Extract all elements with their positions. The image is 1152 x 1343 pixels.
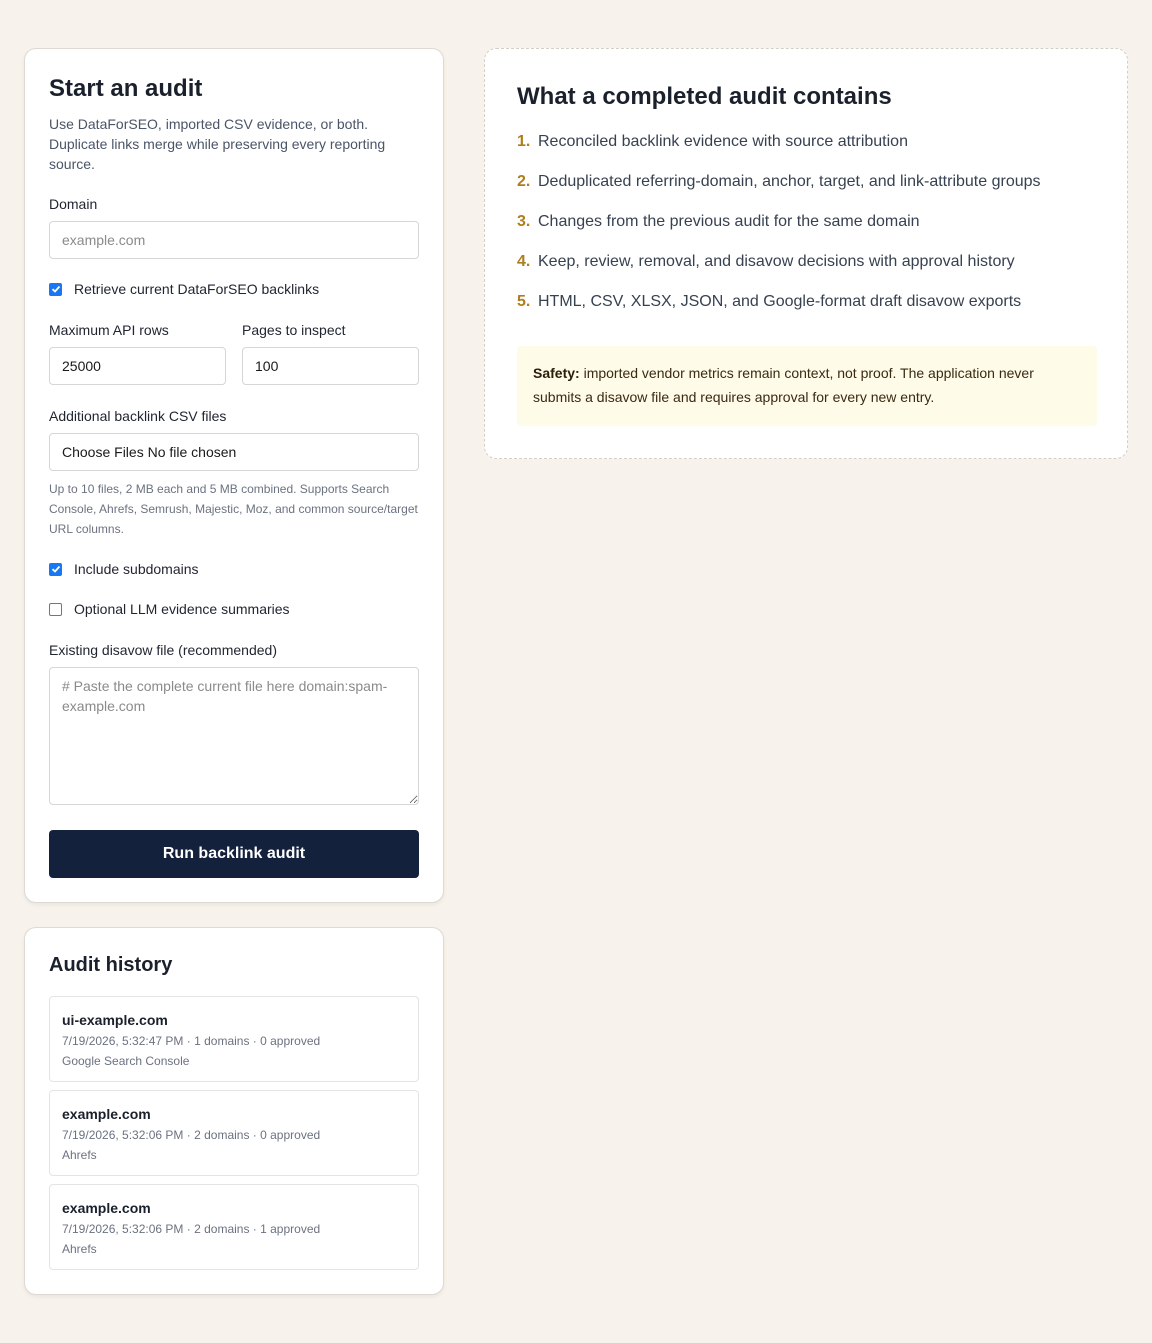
contents-item — [517, 213, 1041, 253]
history-item[interactable] — [49, 1184, 419, 1270]
audit-history-card — [24, 927, 444, 1295]
csv-file-input[interactable] — [49, 433, 419, 471]
history-domain: example.com — [62, 1106, 151, 1122]
item-text: Changes from the previous audit for the same domain — [538, 213, 920, 230]
max-rows-label: Maximum API rows — [49, 322, 169, 338]
contents-item — [517, 133, 1041, 173]
retrieve-backlinks-checkbox[interactable] — [49, 283, 62, 296]
history-source: Ahrefs — [62, 1242, 97, 1256]
item-number: 2. — [517, 173, 531, 190]
contents-item — [517, 253, 1041, 293]
max-rows-input[interactable] — [49, 347, 226, 385]
info-title: What a completed audit contains — [517, 83, 892, 110]
llm-checkbox[interactable] — [49, 603, 62, 616]
csv-files-label: Additional backlink CSV files — [49, 408, 227, 424]
subdomains-checkbox-row[interactable] — [49, 561, 199, 577]
start-audit-card — [24, 48, 444, 903]
safety-text: imported vendor metrics remain context, not proof. The application never submits a disavow file and requires approval for every new entry. — [533, 365, 1034, 405]
history-item[interactable] — [49, 996, 419, 1082]
form-intro: Use DataForSEO, imported CSV evidence, or both. Duplicate links merge while preserving every reporting source. — [49, 116, 386, 172]
check-icon — [51, 284, 61, 294]
domain-label: Domain — [49, 196, 98, 212]
retrieve-backlinks-checkbox-row[interactable] — [49, 281, 319, 297]
contents-item — [517, 173, 1041, 213]
safety-notice — [517, 346, 1097, 426]
choose-files-button[interactable]: Choose Files — [62, 444, 148, 460]
domain-input[interactable] — [49, 221, 419, 259]
history-meta: 7/19/2026, 5:32:06 PM · 2 domains · 0 approved — [62, 1128, 321, 1142]
llm-label: Optional LLM evidence summaries — [74, 601, 290, 617]
csv-hint: Up to 10 files, 2 MB each and 5 MB combined. Supports Search Console, Ahrefs, Semrush, Majestic, Moz, and common source/target URL columns. — [49, 482, 418, 536]
subdomains-checkbox[interactable] — [49, 563, 62, 576]
form-title: Start an audit — [49, 75, 203, 102]
item-text: Deduplicated referring-domain, anchor, target, and link-attribute groups — [538, 173, 1041, 190]
history-meta: 7/19/2026, 5:32:06 PM · 2 domains · 1 approved — [62, 1222, 321, 1236]
contents-item — [517, 293, 1041, 333]
contents-list — [517, 133, 1041, 333]
item-number: 5. — [517, 293, 531, 310]
history-title: Audit history — [49, 954, 173, 976]
history-source: Google Search Console — [62, 1054, 190, 1068]
history-item[interactable] — [49, 1090, 419, 1176]
pages-label: Pages to inspect — [242, 322, 346, 338]
disavow-label: Existing disavow file (recommended) — [49, 642, 277, 658]
item-number: 4. — [517, 253, 531, 270]
disavow-textarea[interactable] — [49, 667, 419, 805]
retrieve-backlinks-label: Retrieve current DataForSEO backlinks — [74, 281, 320, 297]
history-domain: example.com — [62, 1200, 151, 1216]
item-number: 1. — [517, 133, 531, 150]
run-audit-button[interactable]: Run backlink audit — [49, 830, 419, 878]
item-text: Reconciled backlink evidence with source attribution — [538, 133, 908, 150]
item-number: 3. — [517, 213, 531, 230]
history-meta: 7/19/2026, 5:32:47 PM · 1 domains · 0 approved — [62, 1034, 321, 1048]
item-text: HTML, CSV, XLSX, JSON, and Google-format draft disavow exports — [538, 293, 1022, 310]
history-domain: ui-example.com — [62, 1012, 168, 1028]
safety-label: Safety: — [533, 365, 580, 381]
pages-input[interactable] — [242, 347, 419, 385]
subdomains-label: Include subdomains — [74, 561, 199, 577]
file-status: No file chosen — [147, 444, 237, 460]
check-icon — [51, 564, 61, 574]
history-source: Ahrefs — [62, 1148, 97, 1162]
llm-checkbox-row[interactable] — [49, 601, 290, 617]
item-text: Keep, review, removal, and disavow decisions with approval history — [538, 253, 1015, 270]
audit-contents-panel — [484, 48, 1128, 459]
